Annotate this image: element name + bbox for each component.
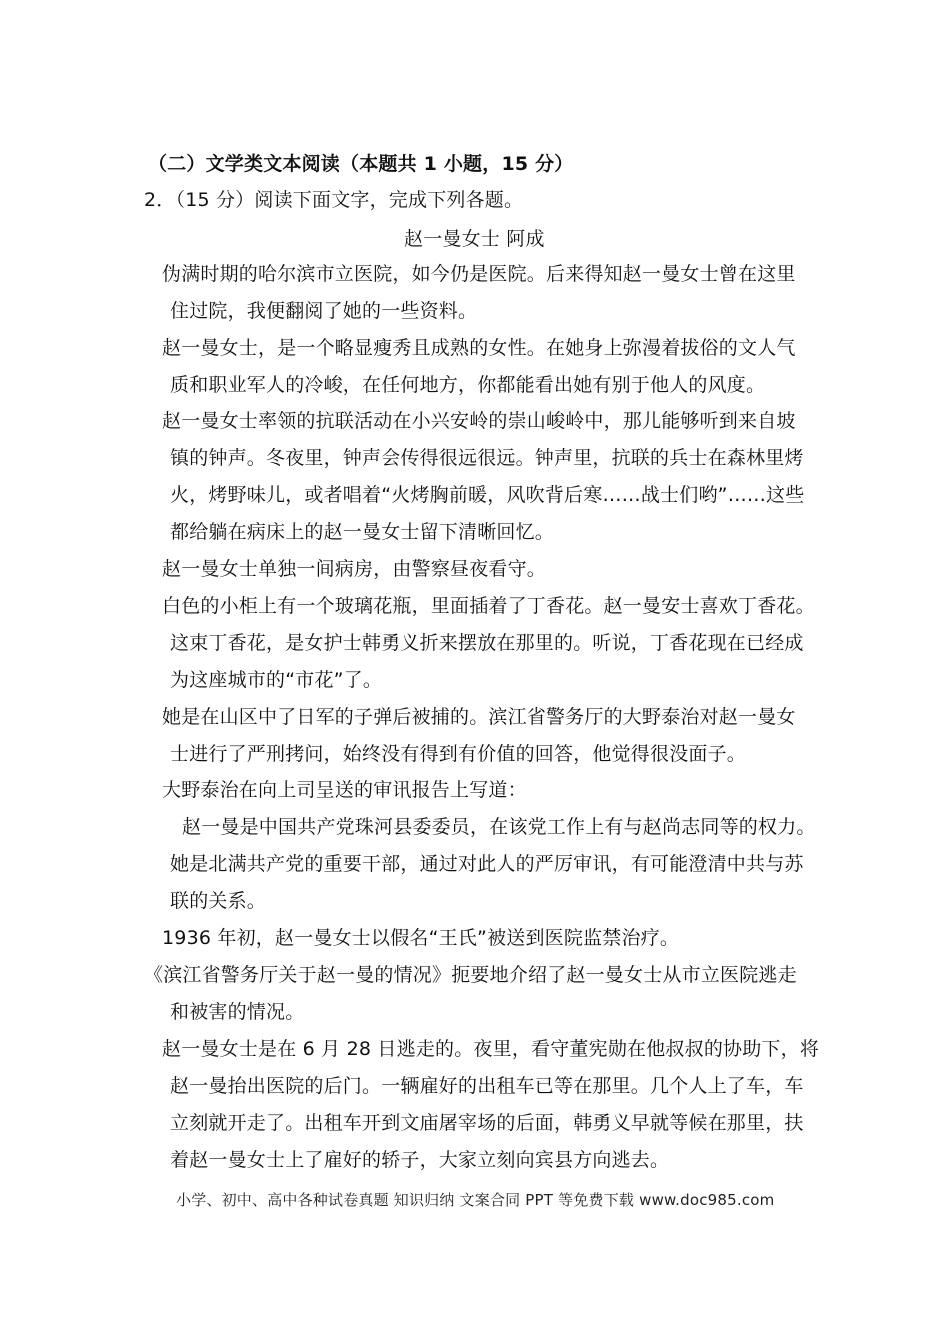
article-line: 赵一曼女士，是一个略显瘦秀且成熟的女性。在她身上弥漫着拔俗的文人气 xyxy=(162,337,796,359)
report-quote-line: 赵一曼是中国共产党珠河县委委员，在该党工作上有与赵尚志同等的权力。 xyxy=(182,816,816,838)
article-line: 士进行了严刑拷问，始终没有得到有价值的回答，他觉得很没面子。 xyxy=(170,743,747,765)
article-line: 和被害的情况。 xyxy=(170,1001,305,1023)
article-line: 白色的小柜上有一个玻璃花瓶，里面插着了丁香花。赵一曼安士喜欢丁香花。 xyxy=(162,595,815,617)
question-stem: 2．（15 分）阅读下面文字，完成下列各题。 xyxy=(144,189,524,211)
article-line: 赵一曼女士是在 6 月 28 日逃走的。夜里，看守董宪勋在他叔叔的协助下，将 xyxy=(162,1038,820,1060)
article-title: 赵一曼女士 阿成 xyxy=(404,228,545,250)
section-title: （二）文学类文本阅读（本题共 1 小题，15 分） xyxy=(148,153,574,175)
article-line: 为这座城市的“市花”了。 xyxy=(170,669,383,691)
article-line: 这束丁香花，是女护士韩勇义折来摆放在那里的。听说，丁香花现在已经成 xyxy=(170,632,804,654)
article-line: 火，烤野味儿，或者唱着“火烤胸前暖，风吹背后寒……战士们哟”……这些 xyxy=(170,484,805,506)
article-line: 伪满时期的哈尔滨市立医院，如今仍是医院。后来得知赵一曼女士曾在这里 xyxy=(162,263,796,285)
report-quote-line: 联的关系。 xyxy=(170,890,267,912)
article-line: 质和职业军人的冷峻，在任何地方，你都能看出她有别于他人的风度。 xyxy=(170,374,766,396)
article-line: 《滨江省警务厅关于赵一曼的情况》扼要地介绍了赵一曼女士从市立医院逃走 xyxy=(144,964,797,986)
article-line: 立刻就开走了。出租车开到文庙屠宰场的后面，韩勇义早就等候在那里，扶 xyxy=(170,1112,804,1134)
article-line: 镇的钟声。冬夜里，钟声会传得很远很远。钟声里，抗联的兵士在森林里烤 xyxy=(170,447,804,469)
page-footer: 小学、初中、高中各种试卷真题 知识归纳 文案合同 PPT 等免费下载 www.doc985.com xyxy=(176,1191,775,1209)
article-line: 赵一曼抬出医院的后门。一辆雇好的出租车已等在那里。几个人上了车，车 xyxy=(170,1075,804,1097)
article-line: 大野泰治在向上司呈送的审讯报告上写道： xyxy=(162,779,527,801)
article-line: 赵一曼女士单独一间病房，由警察昼夜看守。 xyxy=(162,558,547,580)
article-line: 住过院，我便翻阅了她的一些资料。 xyxy=(170,300,478,322)
article-line: 着赵一曼女士上了雇好的轿子，大家立刻向宾县方向逃去。 xyxy=(170,1149,670,1171)
article-line: 赵一曼女士率领的抗联活动在小兴安岭的崇山峻岭中，那儿能够听到来自坡 xyxy=(162,410,796,432)
article-line: 都给躺在病床上的赵一曼女士留下清晰回忆。 xyxy=(170,521,555,543)
report-quote-line: 她是北满共产党的重要干部，通过对此人的严厉审讯，有可能澄清中共与苏 xyxy=(170,853,804,875)
article-line: 她是在山区中了日军的子弹后被捕的。滨江省警务厅的大野泰治对赵一曼女 xyxy=(162,706,796,728)
article-line: 1936 年初，赵一曼女士以假名“王氏”被送到医院监禁治疗。 xyxy=(162,927,680,949)
